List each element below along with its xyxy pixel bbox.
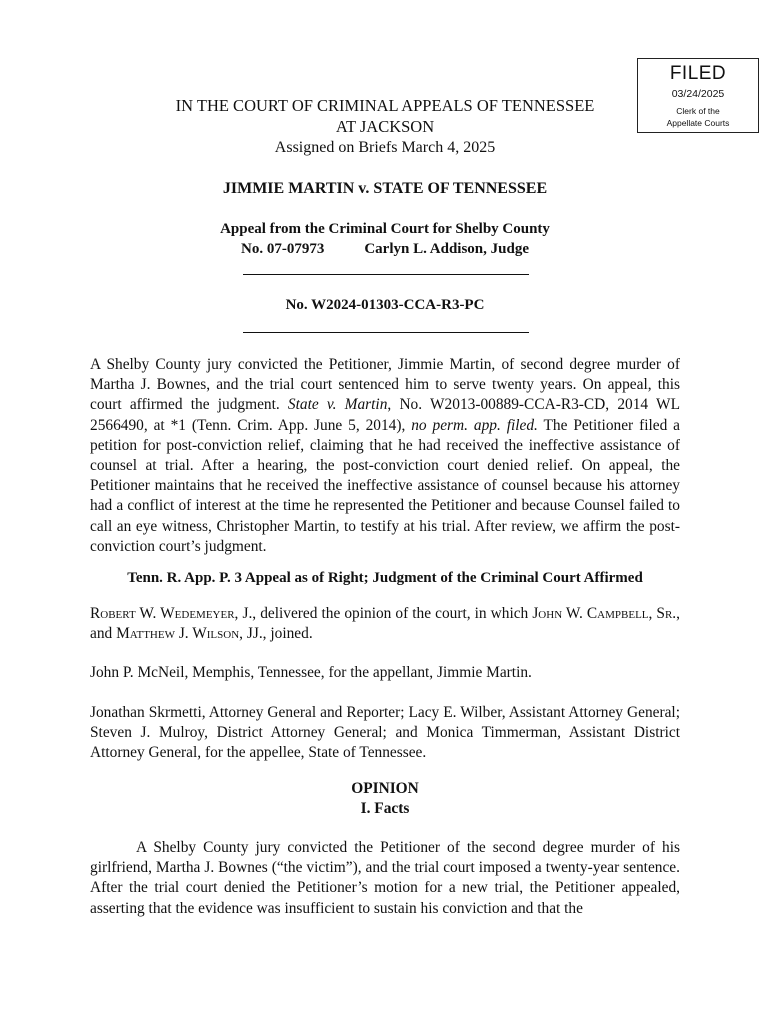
court-location: AT JACKSON xyxy=(335,117,435,136)
summary-cite-case: State v. Martin xyxy=(287,396,388,414)
authors-text-3: , joined. xyxy=(262,625,313,643)
appellee-counsel: Jonathan Skrmetti, Attorney General and Reporter; Lacy E. Wilber, Assistant Attorney General; Steven J. Mulroy, District Attorney General; and Monica Timmerman, Assistant District Attorney General, for the appellee, State of Tennessee. xyxy=(90,704,680,762)
court-heading xyxy=(90,95,680,137)
joining-judge-1: John W. Campbell, Sr. xyxy=(532,605,677,622)
assigned-date: Assigned on Briefs March 4, 2025 xyxy=(274,139,496,156)
summary-part-2: , No. W2013-00889-CCA-R3-CD, 2014 WL 2566490, at *1 (Tenn. Crim. App. June 5, 2014), xyxy=(90,396,680,434)
appeal-info xyxy=(90,219,680,259)
clerk-line-1: Clerk of the xyxy=(676,106,720,116)
section-heading: I. Facts xyxy=(360,800,410,817)
authors-text-1: , delivered the opinion of the court, in which xyxy=(252,605,533,622)
case-number-line xyxy=(90,239,680,259)
author-judge: Robert W. Wedemeyer, J. xyxy=(90,605,253,622)
appeal-from: Appeal from the Criminal Court for Shelby County xyxy=(220,221,550,237)
opinion-body: A Shelby County jury convicted the Petitioner of the second degree murder of his girlfriend, Martha J. Bownes (“the victim”), and the trial court imposed a twenty-year sentence. After the trial court denied the Petitioner’s motion for a new trial, the Petitioner appealed, asserting that the evidence was insufficient to sustain his conviction and that the xyxy=(90,839,680,917)
summary-part-1: A Shelby County jury convicted the Petitioner, Jimmie Martin, of second degree murder of Martha J. Bownes, and the trial court sentenced him to serve twenty years. On appeal, this court affirmed the judgment. xyxy=(90,356,680,414)
judge-name: Carlyn L. Addison, Judge xyxy=(364,241,529,257)
joining-judge-2: Matthew J. Wilson, JJ. xyxy=(116,625,263,643)
summary-part-3: The Petitioner filed a petition for post-conviction relief, claiming that he had received the ineffective assistance of counsel at trial. After a hearing, the post-conviction court denied relief. On appeal, the Petitioner maintains that he received the ineffective assistance of counsel because his attorney had a conflict of interest at the time he represented the Petitioner and because Counsel failed to call an eye witness, Christopher Martin, to testify at his trial. After review, we affirm the post-conviction court’s judgment. xyxy=(90,416,680,555)
filed-date: 03/24/2025 xyxy=(671,88,725,100)
opinion-authors xyxy=(90,604,680,644)
filed-label: FILED xyxy=(669,63,727,84)
case-number: No. 07-07973 xyxy=(241,241,325,257)
divider-bottom xyxy=(243,332,529,333)
divider-top xyxy=(243,274,529,275)
summary-cite-status: no perm. app. filed. xyxy=(411,416,538,434)
court-name: IN THE COURT OF CRIMINAL APPEALS OF TENNESSEE xyxy=(175,96,595,115)
authors-text-2: , and xyxy=(90,605,680,643)
opinion-heading: OPINION xyxy=(351,780,419,797)
disposition: Tenn. R. App. P. 3 Appeal as of Right; Judgment of the Criminal Court Affirmed xyxy=(127,570,643,586)
clerk-line-2: Appellate Courts xyxy=(666,118,730,128)
docket-number: No. W2024-01303-CCA-R3-PC xyxy=(285,297,485,313)
appellant-counsel: John P. McNeil, Memphis, Tennessee, for the appellant, Jimmie Martin. xyxy=(90,664,532,681)
case-summary xyxy=(90,355,680,557)
case-title: JIMMIE MARTIN v. STATE OF TENNESSEE xyxy=(222,180,548,197)
